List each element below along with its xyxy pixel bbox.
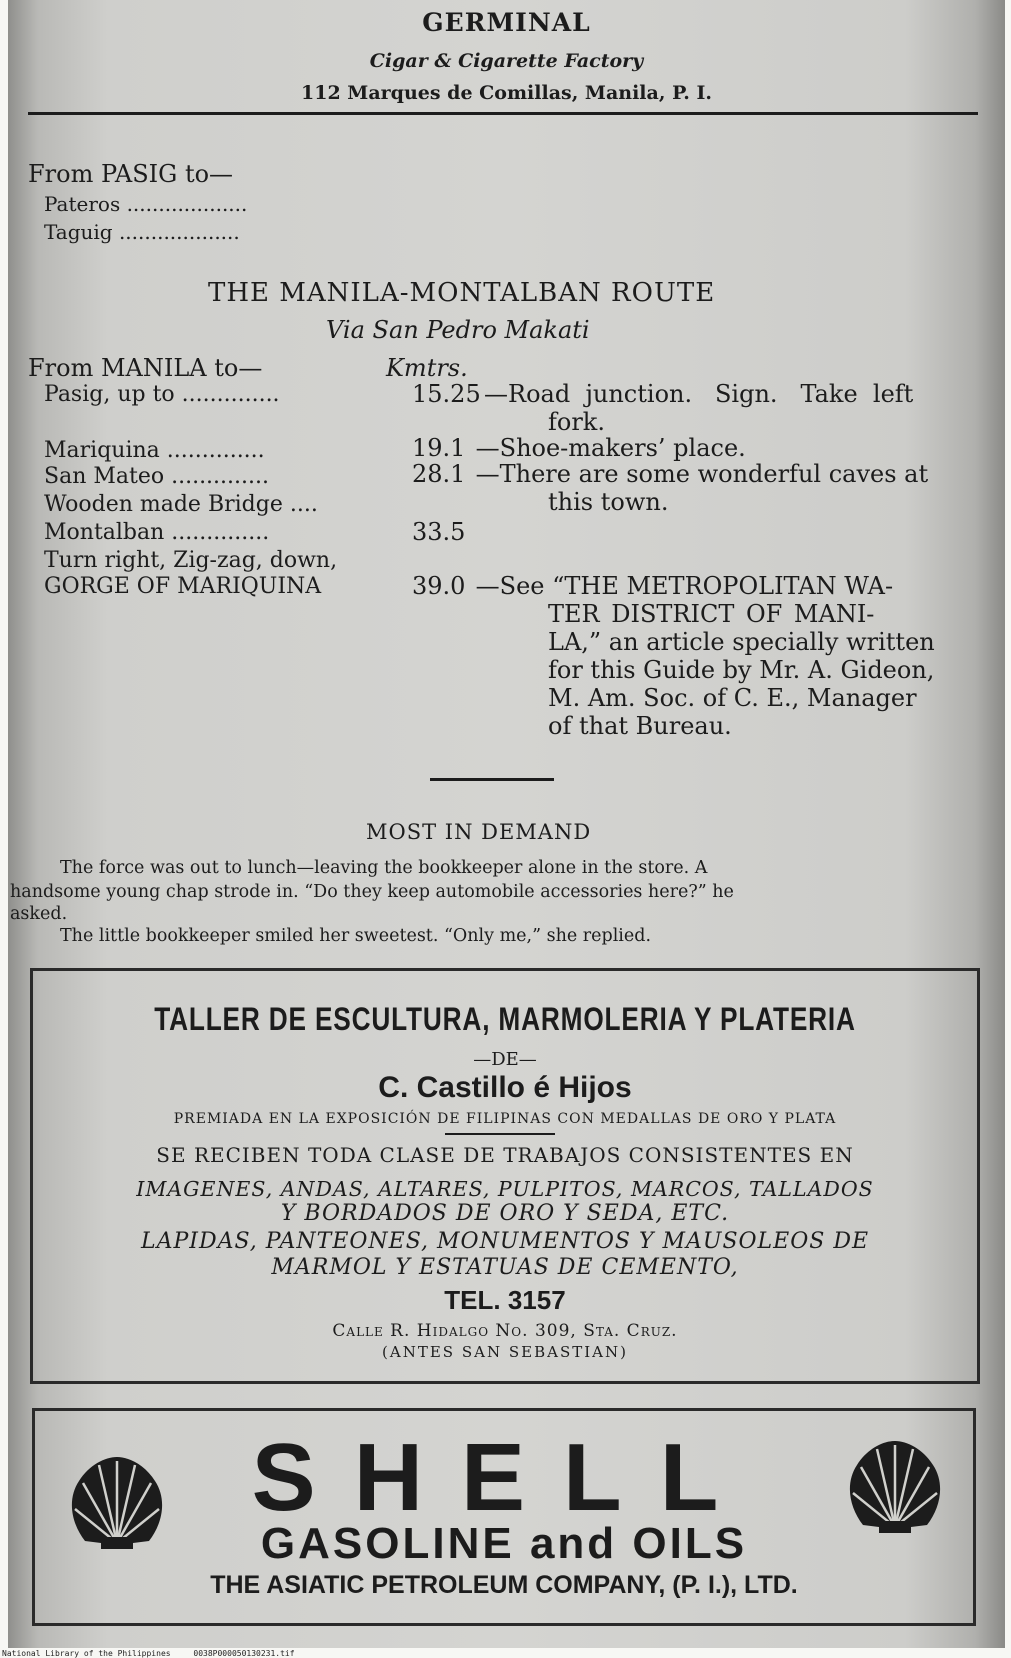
route-place: Mariquina .............. [44,438,265,463]
ad-castillo-works: LAPIDAS, PANTEONES, MONUMENTOS Y MAUSOLEOS DE [140,1229,870,1254]
gorge-note-line: of that Bureau. [548,712,732,740]
ad-castillo-title: TALLER DE ESCULTURA, MARMOLERIA Y PLATERIA [154,1001,856,1037]
scan-footer [2,1649,295,1658]
pasig-row: Pateros ................... [44,192,248,216]
route-note: —There are some wonderful caves at [468,460,929,488]
shell-company: THE ASIATIC PETROLEUM COMPANY, (P. I.), LTD. [210,1571,798,1599]
route-km: 28.1 [412,460,466,488]
header-title: GERMINAL [422,8,591,37]
route-note: —Shoe-makers’ place. [468,434,746,462]
gorge-note-line: for this Guide by Mr. A. Gideon, [548,656,935,684]
ad-castillo-intro: SE RECIBEN TODA CLASE DE TRABAJOS CONSISTENTES EN [156,1143,854,1167]
route-place: GORGE OF MARIQUINA [44,574,322,599]
ad-castillo-award: PREMIADA EN LA EXPOSICIÓN DE FILIPINAS CON MEDALLAS DE ORO Y PLATA [173,1111,837,1127]
joke-line: handsome young chap strode in. “Do they keep automobile accessories here?” he [10,882,734,902]
ad-castillo-street: Calle R. Hidalgo No. 309, Sta. Cruz. [332,1321,678,1341]
gorge-note-line: M. Am. Soc. of C. E., Manager [548,684,917,712]
route-km: 15.25 [412,380,481,408]
shell-products: GASOLINE and OILS [260,1519,748,1568]
ad-castillo-former: (ANTES SAN SEBASTIAN) [382,1343,628,1361]
header-rule [28,112,978,115]
pasig-heading: From PASIG to— [28,160,234,188]
ad-shell [32,1408,976,1626]
book-page [8,0,1005,1648]
ad-castillo-works: Y BORDADOS DE ORO Y SEDA, ETC. [280,1201,730,1226]
ad-castillo-works: MARMOL Y ESTATUAS DE CEMENTO, [271,1255,739,1280]
route-km: 33.5 [412,518,466,546]
route-km: 39.0 [412,572,466,600]
gorge-note-line: LA,” an article specially written [548,628,935,656]
joke-line: The force was out to lunch—leaving the bookkeeper alone in the store. A [60,858,708,878]
joke-line: The little bookkeeper smiled her sweetest. “Only me,” she replied. [60,926,652,946]
route-place: Pasig, up to .............. [44,382,280,407]
route-km: 19.1 [412,434,466,462]
shell-brand: SHELL [251,1424,757,1531]
ad-castillo-firm: C. Castillo é Hijos [378,1071,632,1104]
ad-castillo-rule [445,1133,555,1135]
ad-castillo [30,968,980,1384]
route-note: fork. [548,408,605,436]
route-note: —Road junction. Sign. Take left [484,380,914,408]
route-via: Via San Pedro Makati [326,316,590,344]
joke-line: asked. [10,904,68,924]
pasig-row: Taguig ................... [44,220,240,244]
route-place: San Mateo .............. [44,464,269,489]
footer-filename: 0038P000050130231.tif [193,1649,295,1658]
ad-castillo-tel: TEL. 3157 [444,1285,566,1315]
ad-castillo-de: —DE— [473,1049,537,1070]
footer-library: National Library of the Philippines [2,1649,171,1658]
route-unit-label: Kmtrs. [386,354,468,382]
ad-castillo-works: IMAGENES, ANDAS, ALTARES, PULPITOS, MARCOS, TALLADOS [136,1177,874,1201]
header-address: 112 Marques de Comillas, Manila, P. I. [301,82,712,104]
route-from-label: From MANILA to— [28,354,263,382]
section-divider [430,778,554,781]
route-place: Turn right, Zig-zag, down, [44,548,338,573]
route-note: —See “THE METROPOLITAN WA- [468,572,894,600]
route-note: this town. [548,488,669,516]
joke-title: MOST IN DEMAND [366,820,592,844]
gorge-note-line: TER DISTRICT OF MANI- [548,600,875,628]
route-title: THE MANILA-MONTALBAN ROUTE [208,278,716,308]
route-place: Montalban .............. [44,520,270,545]
route-place: Wooden made Bridge .... [44,492,318,517]
header-subtitle: Cigar & Cigarette Factory [369,50,644,72]
